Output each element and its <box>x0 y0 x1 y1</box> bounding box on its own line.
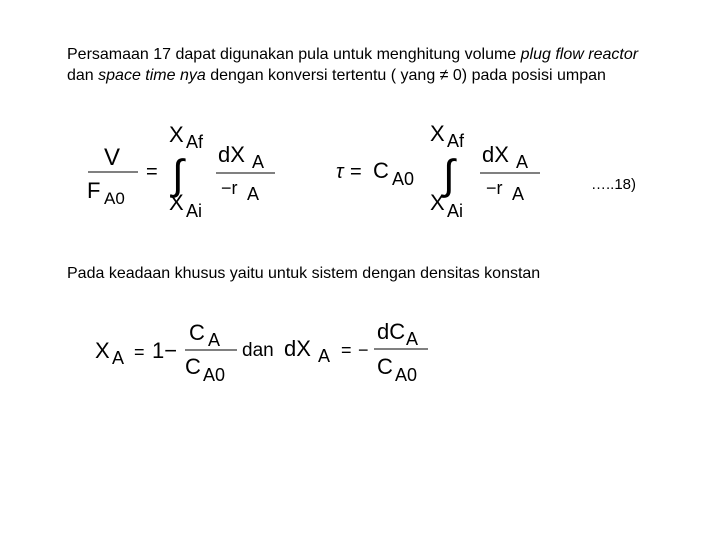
upper-limit-sub-2: Af <box>447 131 465 151</box>
intro-text-1: Persamaan 17 dapat digunakan pula untuk menghitung volume <box>67 46 521 63</box>
dxa-minus: − <box>358 340 369 360</box>
integral-sign-2: ∫ <box>443 151 455 198</box>
ca-sub: A <box>208 330 221 350</box>
neg-r-symbol-2: −r <box>486 178 503 198</box>
dxa-sub: A <box>318 346 331 366</box>
c-symbol: C <box>373 158 389 183</box>
lower-limit-x-2: X <box>430 190 445 215</box>
dxa-dx: dX <box>284 336 311 361</box>
dx-subscript: A <box>252 152 265 172</box>
ca0-c: C <box>185 354 201 379</box>
c-subscript: A0 <box>392 169 415 189</box>
f-subscript: A0 <box>104 189 125 208</box>
dx-symbol-2: dX <box>482 142 509 167</box>
dca-sub: A <box>406 329 419 349</box>
equals-sign: = <box>146 161 158 183</box>
dx-symbol: dX <box>218 142 245 167</box>
xa-equals: = <box>134 342 145 362</box>
xa-x: X <box>95 338 110 363</box>
dca-dc: dC <box>377 319 406 344</box>
upper-limit-x: X <box>169 122 184 147</box>
intro-text-5: dengan konversi tertentu ( yang ≠ 0) pada posisi umpan <box>205 67 606 84</box>
ca0-sub: A0 <box>203 365 226 385</box>
upper-limit-sub: Af <box>186 132 204 152</box>
ca-c: C <box>189 320 205 345</box>
ca0-c-2: C <box>377 354 393 379</box>
integral-sign: ∫ <box>172 151 184 198</box>
dxa-definition <box>284 319 428 385</box>
constant-density-text: Pada keadaan khusus yaitu untuk sistem dengan densitas konstan <box>67 265 541 282</box>
ca0-sub-2: A0 <box>395 365 418 385</box>
dxa-equals: = <box>341 340 352 360</box>
xa-sub: A <box>112 348 125 368</box>
r-subscript: A <box>247 184 260 204</box>
equation-number: …..18) <box>591 176 637 193</box>
r-subscript-2: A <box>512 184 525 204</box>
dan-word: dan <box>242 340 274 361</box>
intro-text-3: dan <box>67 67 99 84</box>
lower-limit-sub: Ai <box>186 201 203 221</box>
lower-limit-x: X <box>169 190 184 215</box>
neg-r-symbol: −r <box>221 178 238 198</box>
equals-sign-2: = <box>350 161 362 183</box>
one-minus: 1− <box>152 338 178 363</box>
lower-limit-sub-2: Ai <box>447 201 464 221</box>
tau-symbol: τ <box>336 161 344 183</box>
v-symbol: V <box>104 144 121 171</box>
intro-text-space-time: space time nya <box>98 67 206 84</box>
dx-subscript-2: A <box>516 152 529 172</box>
xa-definition <box>95 320 237 385</box>
f-symbol: F <box>87 178 101 203</box>
upper-limit-x-2: X <box>430 121 445 146</box>
intro-text-plug-flow: plug flow reactor <box>520 46 639 63</box>
